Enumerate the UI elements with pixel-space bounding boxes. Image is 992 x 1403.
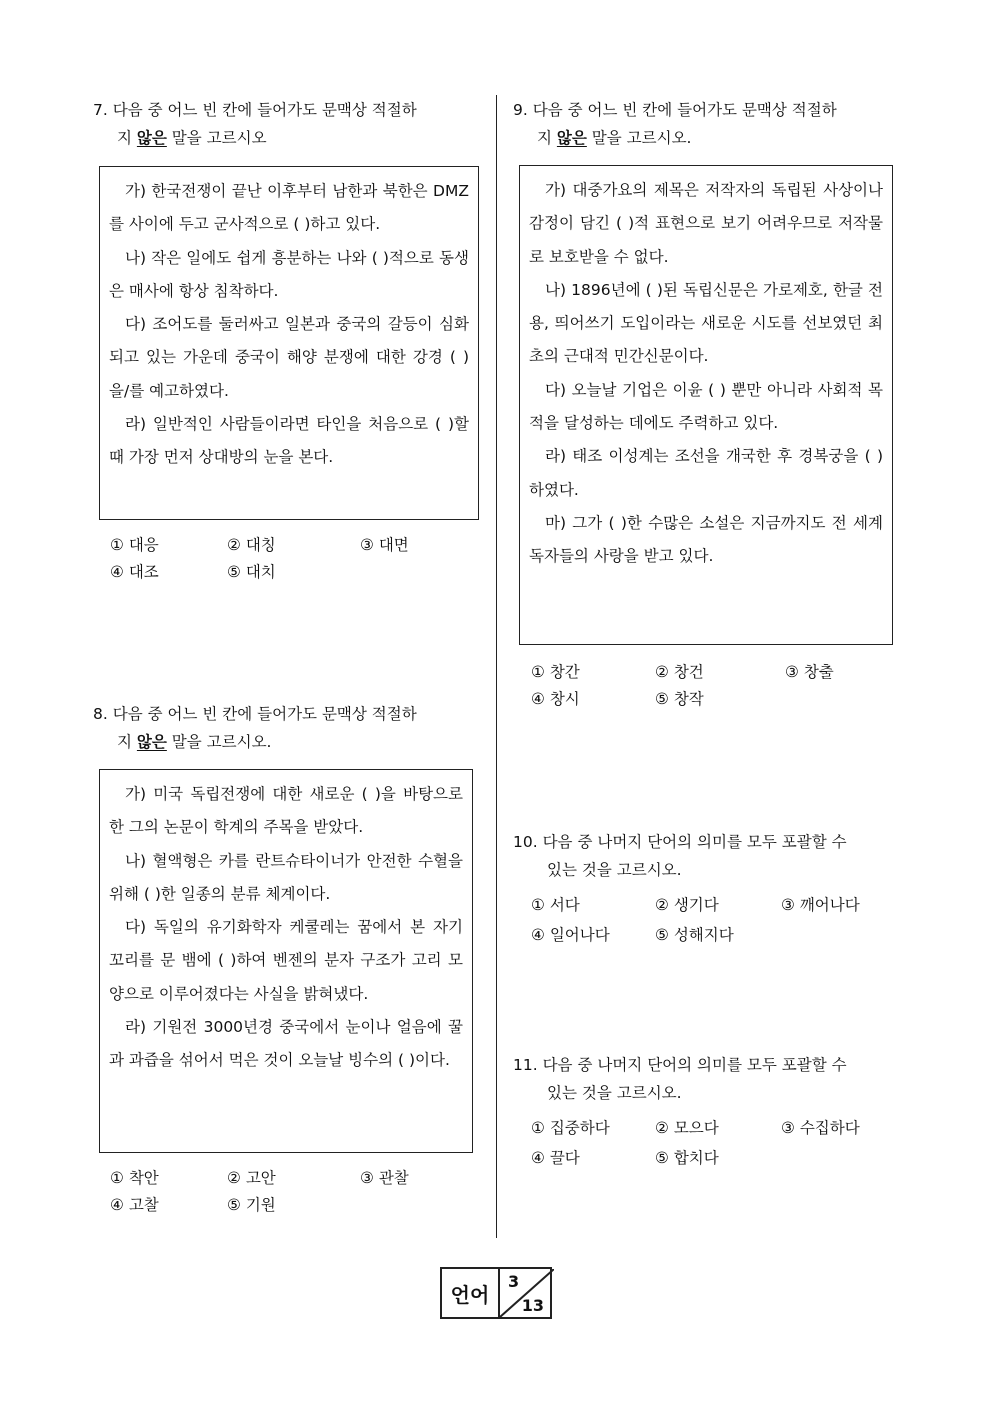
- question-11-stem: [513, 1051, 898, 1107]
- q8-para-a: 가) 미국 독립전쟁에 대한 새로운 ( )을 바탕으로 한 그의 논문이 학계의 주목을 받았다.: [109, 785, 463, 837]
- page-total: 13: [521, 1296, 544, 1315]
- q8-option-3[interactable]: ③ 관찰: [360, 1169, 409, 1187]
- question-9: [513, 96, 898, 713]
- q7-option-2[interactable]: ② 대칭: [227, 536, 276, 554]
- q9-option-5[interactable]: ⑤ 창작: [655, 690, 704, 708]
- question-9-passage-box: [519, 165, 893, 645]
- question-7-emphasis: 않은: [136, 129, 167, 147]
- question-7-options: [93, 532, 473, 586]
- question-8-stem-b: 말을 고르시오.: [166, 733, 272, 751]
- q9-option-1[interactable]: ① 창간: [531, 663, 580, 681]
- question-10: [513, 828, 898, 950]
- question-10-options: [513, 890, 898, 950]
- q9-para-c: 다) 오늘날 기업은 이윤 ( ) 뿐만 아니라 사회적 목적을 달성하는 데에도 주력하고 있다.: [529, 380, 883, 433]
- q8-para-d: 라) 기원전 3000년경 중국에서 눈이나 얼음에 꿀과 과즙을 섞어서 먹은 것이 오늘날 빙수의 ( )이다.: [109, 1018, 463, 1070]
- q9-option-3[interactable]: ③ 창출: [785, 663, 834, 681]
- q11-option-4[interactable]: ④ 끌다: [531, 1149, 580, 1167]
- q9-option-2[interactable]: ② 창건: [655, 663, 704, 681]
- page-number: 3: [508, 1272, 520, 1291]
- q7-option-3[interactable]: ③ 대면: [360, 536, 409, 554]
- question-8: [93, 700, 473, 1219]
- question-7-stem-line1: 7. 다음 중 어느 빈 칸에 들어가도 문맥상 적절하: [93, 101, 417, 119]
- question-9-options: [513, 659, 898, 713]
- question-7-passage-box: [99, 166, 479, 520]
- question-10-stem-line1: 10. 다음 중 나머지 단어의 의미를 모두 포괄할 수: [513, 833, 847, 851]
- q7-para-b: 나) 작은 일에도 쉽게 흥분하는 나와 ( )적으로 동생은 매사에 항상 침착하다.: [109, 248, 469, 300]
- q9-option-4[interactable]: ④ 창시: [531, 690, 580, 708]
- q11-option-3[interactable]: ③ 수집하다: [781, 1119, 860, 1137]
- question-8-emphasis: 않은: [136, 733, 167, 751]
- question-8-stem: [93, 700, 473, 756]
- q8-option-5[interactable]: ⑤ 기원: [227, 1196, 276, 1214]
- question-11-stem-line2: 있는 것을 고르시오.: [547, 1084, 682, 1102]
- question-11-options: [513, 1113, 898, 1173]
- question-8-passage-box: [99, 769, 473, 1153]
- q7-para-c: 다) 조어도를 둘러싸고 일본과 중국의 갈등이 심화되고 있는 가운데 중국이 해양 분쟁에 대한 강경 ( )을/를 예고하였다.: [109, 315, 469, 400]
- question-8-options: [93, 1165, 473, 1219]
- question-7-stem-b: 말을 고르시오: [166, 129, 267, 147]
- question-7-stem-a: 지: [117, 129, 137, 147]
- question-10-stem: [513, 828, 898, 884]
- q10-option-4[interactable]: ④ 일어나다: [531, 926, 610, 944]
- q8-option-1[interactable]: ① 착안: [110, 1169, 159, 1187]
- q8-para-c: 다) 독일의 유기화학자 케쿨레는 꿈에서 본 자기 꼬리를 문 뱀에 ( )하여 벤젠의 분자 구조가 고리 모양으로 이루어졌다는 사실을 밝혀냈다.: [109, 918, 463, 1003]
- question-9-stem: [513, 96, 898, 152]
- question-8-stem-a: 지: [117, 733, 137, 751]
- question-8-stem-line1: 8. 다음 중 어느 빈 칸에 들어가도 문맥상 적절하: [93, 705, 417, 723]
- q9-para-a: 가) 대중가요의 제목은 저작자의 독립된 사상이나 감정이 담긴 ( )적 표현으로 보기 어려우므로 저작물로 보호받을 수 없다.: [529, 181, 883, 266]
- q7-para-a: 가) 한국전쟁이 끝난 이후부터 남한과 북한은 DMZ를 사이에 두고 군사적으로 ( )하고 있다.: [109, 182, 469, 234]
- q7-para-d: 라) 일반적인 사람들이라면 타인을 처음으로 ( )할 때 가장 먼저 상대방의 눈을 본다.: [109, 415, 469, 467]
- q8-option-2[interactable]: ② 고안: [227, 1169, 276, 1187]
- question-10-stem-line2: 있는 것을 고르시오.: [547, 861, 682, 879]
- question-7-stem: [93, 96, 473, 152]
- q10-option-1[interactable]: ① 서다: [531, 896, 580, 914]
- q9-para-e: 마) 그가 ( )한 수많은 소설은 지금까지도 전 세계 독자들의 사랑을 받고 있다.: [529, 513, 883, 566]
- question-11-stem-line1: 11. 다음 중 나머지 단어의 의미를 모두 포괄할 수: [513, 1056, 847, 1074]
- q11-option-5[interactable]: ⑤ 합치다: [655, 1149, 719, 1167]
- page-number-box: [500, 1269, 550, 1317]
- column-divider: [496, 95, 497, 1238]
- q9-para-b: 나) 1896년에 ( )된 독립신문은 가로제호, 한글 전용, 띄어쓰기 도입이라는 새로운 시도를 선보였던 최초의 근대적 민간신문이다.: [529, 280, 883, 366]
- question-9-emphasis: 않은: [556, 129, 587, 147]
- q10-option-5[interactable]: ⑤ 성해지다: [655, 926, 734, 944]
- question-9-stem-line1: 9. 다음 중 어느 빈 칸에 들어가도 문맥상 적절하: [513, 101, 837, 119]
- question-7: [93, 96, 473, 586]
- subject-label: 언어: [442, 1269, 500, 1317]
- question-9-stem-b: 말을 고르시오.: [586, 129, 692, 147]
- q11-option-2[interactable]: ② 모으다: [655, 1119, 719, 1137]
- q7-option-5[interactable]: ⑤ 대치: [227, 563, 276, 581]
- q10-option-3[interactable]: ③ 깨어나다: [781, 896, 860, 914]
- q7-option-4[interactable]: ④ 대조: [110, 563, 159, 581]
- q8-para-b: 나) 혈액형은 카를 란트슈타이너가 안전한 수혈을 위해 ( )한 일종의 분류 체계이다.: [109, 851, 463, 903]
- question-9-stem-a: 지: [537, 129, 557, 147]
- q11-option-1[interactable]: ① 집중하다: [531, 1119, 610, 1137]
- q9-para-d: 라) 태조 이성계는 조선을 개국한 후 경복궁을 ( )하였다.: [529, 447, 883, 499]
- question-11: [513, 1051, 898, 1173]
- q7-option-1[interactable]: ① 대응: [110, 536, 159, 554]
- q10-option-2[interactable]: ② 생기다: [655, 896, 719, 914]
- page-footer: [440, 1267, 552, 1319]
- q8-option-4[interactable]: ④ 고찰: [110, 1196, 159, 1214]
